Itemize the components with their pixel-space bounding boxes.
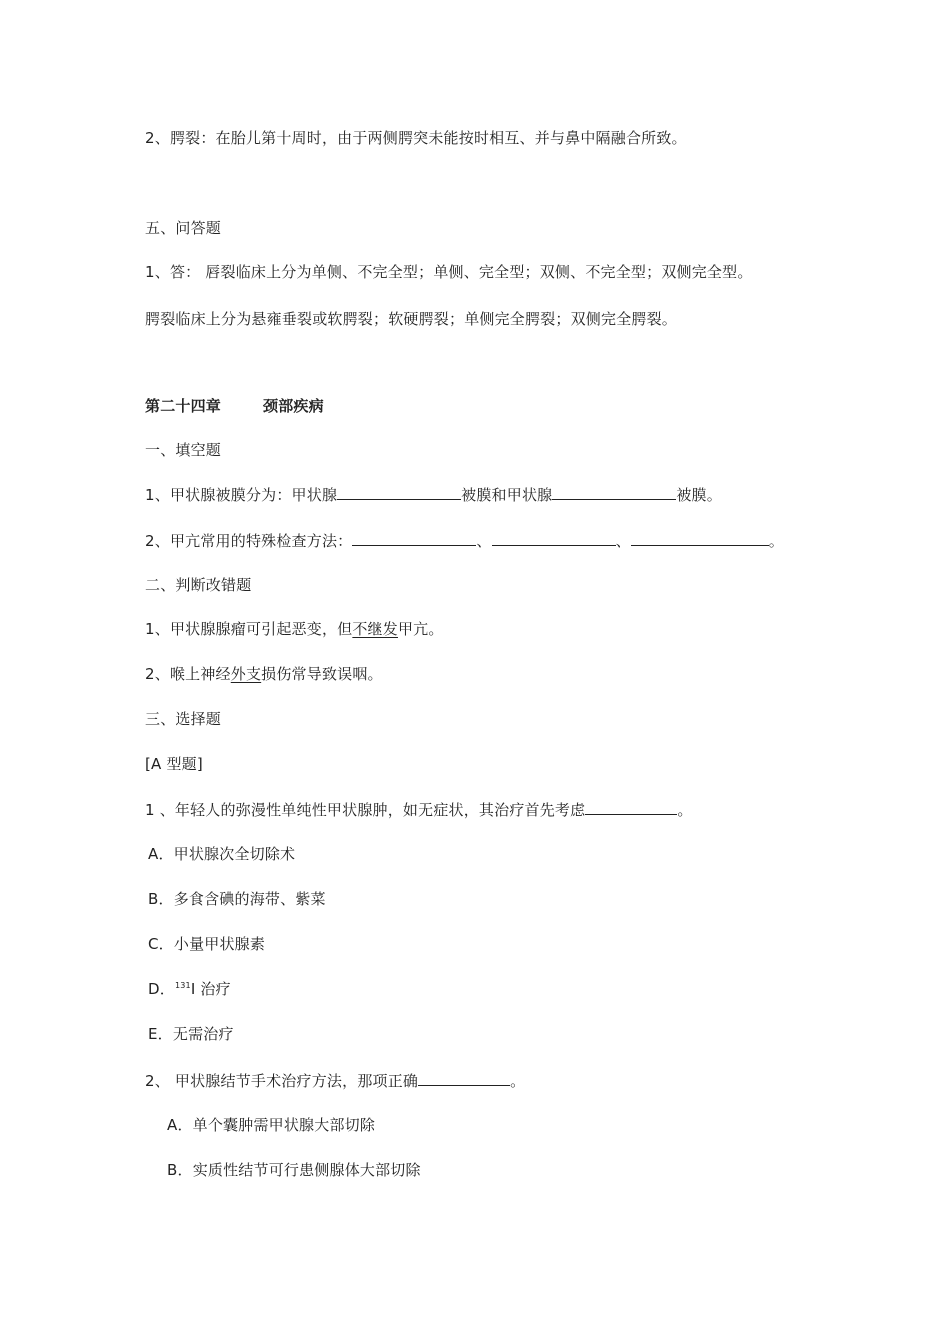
q2-option-a: A．单个囊肿需甲状腺大部切除 [167,1116,376,1134]
option-letter: D． [148,980,175,998]
option-e: E．无需治疗 [148,1025,234,1043]
fill-blank-question-2 [145,530,784,551]
answer-blank [585,799,677,815]
qa-answer-1: 1、答： 唇裂临床上分为单侧、不完全型；单侧、完全型；双侧、不完全型；双侧完全型。 [145,263,753,281]
section-heading-fill-blank: 一、填空题 [145,441,222,459]
separator: 。 [510,1072,526,1090]
option-text: I 治疗 [190,980,231,998]
separator: 、 [615,532,631,550]
question-text: 1 、年轻人的弥漫性单纯性甲状腺肿，如无症状，其治疗首先考虑 [145,801,586,819]
question-text: 2、甲亢常用的特殊检查方法： [145,532,353,550]
answer-blank [418,1070,510,1086]
question-text: 被膜和甲状腺 [461,486,553,504]
section-heading-choice: 三、选择题 [145,710,222,728]
option-c: C．小量甲状腺素 [148,935,266,953]
separator: 。 [677,801,693,819]
question-text: 被膜。 [676,486,722,504]
question-text: 1、甲状腺腺瘤可引起恶变，但 [145,620,353,638]
q2-option-b: B．实质性结节可行患侧腺体大部切除 [167,1161,421,1179]
option-d [148,979,231,999]
question-text: 2、喉上神经 [145,665,231,683]
section-heading-qa: 五、问答题 [145,219,222,237]
answer-blank [492,530,616,546]
chapter-number: 第二十四章 [145,397,222,415]
option-b: B．多食含碘的海带、紫菜 [148,890,326,908]
question-text: 甲亢。 [397,620,444,638]
separator: 、 [476,532,492,550]
answer-blank [337,484,461,500]
option-a: A．甲状腺次全切除术 [148,845,296,863]
section-heading-true-false: 二、判断改错题 [145,576,252,594]
qa-answer-1-cont: 腭裂临床上分为悬雍垂裂或软腭裂；软硬腭裂；单侧完全腭裂；双侧完全腭裂。 [145,310,678,328]
true-false-question-2 [145,664,383,684]
chapter-title: 颈部疾病 [263,397,324,415]
answer-blank [352,530,476,546]
fill-blank-question-1 [145,484,722,505]
choice-question-1 [145,799,693,820]
choice-question-2 [145,1070,525,1091]
true-false-question-1 [145,619,444,639]
question-text: 损伤常导致误咽。 [261,665,383,683]
isotope-superscript: 131 [174,981,191,990]
chapter-heading [145,396,324,416]
question-type-label: [A 型题] [145,755,203,773]
answer-blank [552,484,676,500]
answer-cleft-palate: 2、腭裂：在胎儿第十周时，由于两侧腭突未能按时相互、并与鼻中隔融合所致。 [145,129,687,147]
underlined-term: 外支 [230,665,262,683]
answer-blank [631,530,769,546]
question-text: 1、甲状腺被膜分为：甲状腺 [145,486,338,504]
underlined-term: 不继发 [352,620,398,638]
separator: 。 [768,532,784,550]
question-text: 2、 甲状腺结节手术治疗方法，那项正确 [145,1072,419,1090]
